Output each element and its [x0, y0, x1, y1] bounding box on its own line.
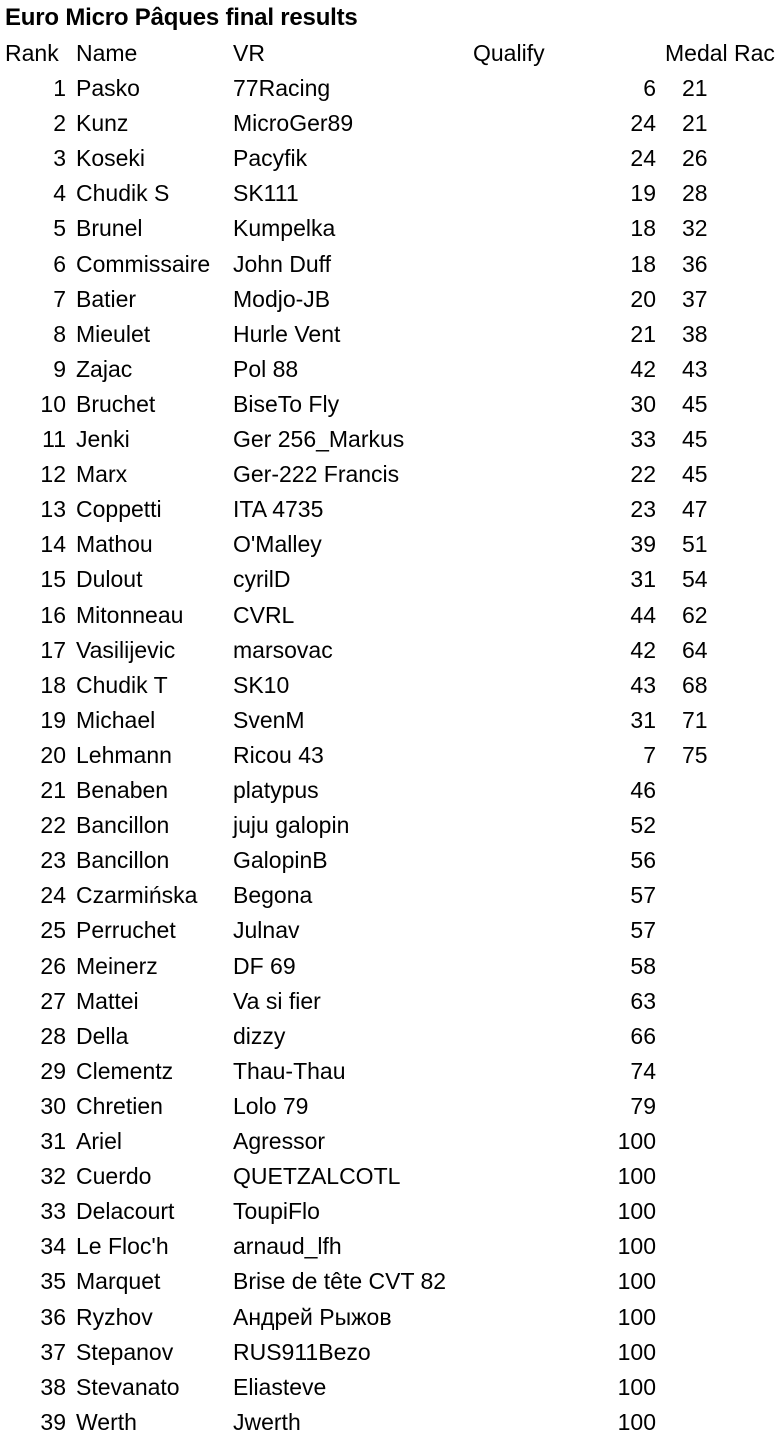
name-cell: Meinerz: [76, 952, 158, 979]
header-row: [0, 36, 780, 71]
table-row: [0, 1229, 780, 1264]
vr-cell: Eliasteve: [233, 1373, 327, 1400]
rank-cell: 31: [40, 1128, 66, 1154]
medal-cell: 51: [682, 531, 708, 558]
name-cell: Koseki: [76, 145, 146, 172]
qualify-cell: 18: [630, 250, 656, 277]
qualify-cell: 100: [617, 1163, 656, 1190]
name-cell: Vasilijevic: [76, 636, 176, 663]
medal-cell: 36: [682, 250, 708, 277]
rank-cell: 36: [40, 1303, 66, 1330]
rank-cell: 39: [40, 1408, 66, 1435]
rank-cell: 37: [40, 1338, 66, 1365]
medal-cell: 54: [682, 566, 708, 593]
qualify-cell: 23: [630, 496, 656, 523]
table-row: [0, 808, 780, 843]
rank-cell: 38: [40, 1373, 66, 1400]
qualify-cell: 100: [617, 1268, 656, 1295]
rank-cell: 3: [53, 145, 66, 172]
table-row: [0, 843, 780, 878]
table-row: [0, 211, 780, 246]
vr-cell: Pol 88: [233, 355, 299, 382]
vr-cell: BiseTo Fly: [233, 390, 340, 417]
qualify-cell: 20: [630, 285, 656, 312]
medal-cell: [682, 843, 742, 878]
name-cell: Della: [76, 1022, 129, 1049]
qualify-cell: 63: [630, 987, 656, 1014]
qualify-cell: 56: [630, 847, 656, 874]
vr-cell: dizzy: [233, 1022, 286, 1049]
name-cell: Zajac: [76, 355, 133, 382]
vr-cell: Julnav: [233, 917, 300, 944]
qualify-cell: 24: [630, 110, 656, 137]
rank-cell: 17: [40, 636, 66, 663]
qualify-cell: 31: [630, 706, 656, 733]
name-cell: Dulout: [76, 566, 143, 593]
table-row: [0, 106, 780, 141]
rank-cell: 8: [53, 320, 66, 347]
medal-cell: [682, 1335, 742, 1370]
vr-cell: Hurle Vent: [233, 320, 341, 347]
qualify-cell: 66: [630, 1022, 656, 1049]
medal-cell: 45: [682, 426, 708, 452]
rank-cell: 28: [40, 1022, 66, 1049]
vr-cell: RUS911Bezo: [233, 1338, 371, 1365]
medal-cell: [682, 1229, 742, 1264]
vr-cell: ToupiFlo: [233, 1198, 320, 1225]
medal-cell: 38: [682, 320, 708, 347]
table-row: [0, 317, 780, 352]
name-cell: Bruchet: [76, 390, 156, 417]
rank-cell: 32: [40, 1163, 66, 1190]
name-cell: Bancillon: [76, 847, 170, 874]
table-row: [0, 1300, 780, 1335]
vr-cell: Jwerth: [233, 1408, 301, 1435]
medal-cell: [682, 808, 742, 843]
qualify-cell: 44: [630, 601, 656, 628]
table-row: [0, 1194, 780, 1229]
qualify-cell: 22: [630, 461, 656, 488]
qualify-cell: 100: [617, 1408, 656, 1435]
medal-cell: 21: [682, 75, 708, 101]
table-row: [0, 141, 780, 176]
qualify-cell: 7: [643, 741, 656, 768]
vr-cell: arnaud_lfh: [233, 1233, 342, 1260]
rank-cell: 22: [40, 812, 66, 839]
name-cell: Michael: [76, 706, 156, 733]
medal-cell: [682, 878, 742, 913]
rank-cell: 6: [53, 250, 66, 277]
rank-cell: 9: [53, 355, 66, 382]
rank-cell: 30: [40, 1092, 66, 1119]
rank-cell: 15: [40, 566, 66, 593]
rank-cell: 14: [40, 531, 66, 558]
name-cell: Mitonneau: [76, 601, 184, 628]
qualify-cell: 42: [630, 355, 656, 382]
table-row: [0, 913, 780, 948]
table-row: [0, 1335, 780, 1370]
vr-cell: SK111: [233, 180, 299, 207]
qualify-cell: 30: [630, 390, 656, 417]
page-title: Euro Micro Pâques final results: [5, 4, 358, 31]
table-row: [0, 668, 780, 703]
vr-cell: CVRL: [233, 601, 295, 628]
vr-cell: Modjo-JB: [233, 285, 331, 312]
qualify-cell: 39: [630, 531, 656, 558]
table-row: [0, 1124, 780, 1159]
medal-cell: 37: [682, 285, 708, 312]
qualify-cell: 31: [630, 566, 656, 593]
table-row: [0, 282, 780, 317]
vr-cell: platypus: [233, 777, 319, 803]
table-row: [0, 562, 780, 597]
vr-cell: 77Racing: [233, 75, 331, 101]
name-cell: Werth: [76, 1408, 137, 1435]
medal-cell: [682, 1194, 742, 1229]
medal-cell: [682, 1089, 742, 1124]
name-cell: Batier: [76, 285, 137, 312]
vr-cell: QUETZALCOTL: [233, 1163, 401, 1190]
table-row: [0, 527, 780, 562]
rank-cell: 27: [40, 987, 66, 1014]
table-row: [0, 492, 780, 527]
name-cell: Mathou: [76, 531, 153, 558]
name-cell: Marx: [76, 461, 128, 488]
rank-cell: 13: [40, 496, 66, 523]
qualify-cell: 100: [617, 1373, 656, 1400]
name-cell: Cuerdo: [76, 1163, 152, 1190]
table-row: [0, 1089, 780, 1124]
medal-cell: [682, 1300, 742, 1335]
medal-cell: [682, 1054, 742, 1089]
qualify-cell: 18: [630, 215, 656, 242]
table-row: [0, 1370, 780, 1405]
medal-cell: [682, 1264, 742, 1299]
table-row: [0, 703, 780, 738]
vr-cell: Thau-Thau: [233, 1057, 346, 1084]
qualify-cell: 100: [617, 1303, 656, 1330]
table-row: [0, 598, 780, 633]
qualify-cell: 19: [630, 180, 656, 207]
qualify-cell: 43: [630, 671, 656, 698]
header-qualify: Qualify: [473, 40, 545, 66]
table-row: [0, 247, 780, 282]
name-cell: Benaben: [76, 777, 169, 803]
table-row: [0, 633, 780, 668]
rank-cell: 26: [40, 952, 66, 979]
vr-cell: juju galopin: [233, 812, 350, 839]
name-cell: Chudik T: [76, 671, 168, 698]
medal-cell: 32: [682, 215, 708, 242]
medal-cell: [682, 1159, 742, 1194]
name-cell: Delacourt: [76, 1198, 175, 1225]
qualify-cell: 21: [630, 320, 656, 347]
qualify-cell: 42: [630, 636, 656, 663]
name-cell: Bancillon: [76, 812, 170, 839]
rank-cell: 11: [42, 426, 66, 452]
name-cell: Lehmann: [76, 741, 172, 768]
medal-cell: [682, 1019, 742, 1054]
table-row: [0, 71, 780, 106]
table-row: [0, 878, 780, 913]
name-cell: Le Floc'h: [76, 1233, 169, 1260]
table-row: [0, 352, 780, 387]
medal-cell: 45: [682, 461, 708, 488]
rank-cell: 19: [40, 706, 66, 733]
medal-cell: 75: [682, 741, 708, 768]
name-cell: Marquet: [76, 1268, 161, 1295]
rank-cell: 1: [53, 75, 66, 101]
vr-cell: Agressor: [233, 1128, 326, 1154]
rank-cell: 2: [53, 110, 66, 137]
medal-cell: 71: [682, 706, 708, 733]
name-cell: Stevanato: [76, 1373, 180, 1400]
vr-cell: SK10: [233, 671, 290, 698]
vr-cell: GalopinB: [233, 847, 328, 874]
rank-cell: 35: [40, 1268, 66, 1295]
vr-cell: Андрей Рыжов: [233, 1303, 392, 1330]
rank-cell: 21: [40, 777, 66, 803]
qualify-cell: 74: [630, 1057, 656, 1084]
name-cell: Chudik S: [76, 180, 170, 207]
qualify-cell: 24: [630, 145, 656, 172]
rank-cell: 18: [40, 671, 66, 698]
header-name: Name: [76, 40, 138, 66]
medal-cell: 62: [682, 601, 708, 628]
vr-cell: Pacyfik: [233, 145, 308, 172]
qualify-cell: 33: [630, 426, 656, 452]
rank-cell: 4: [53, 180, 66, 207]
vr-cell: SvenM: [233, 706, 305, 733]
rank-cell: 33: [40, 1198, 66, 1225]
name-cell: Commissaire: [76, 250, 211, 277]
rank-cell: 12: [40, 461, 66, 488]
qualify-cell: 46: [630, 777, 656, 803]
vr-cell: Brise de tête CVT 82: [233, 1268, 447, 1295]
name-cell: Stepanov: [76, 1338, 174, 1365]
table-row: [0, 984, 780, 1019]
vr-cell: ITA 4735: [233, 496, 324, 523]
vr-cell: Begona: [233, 882, 313, 909]
name-cell: Ryzhov: [76, 1303, 153, 1330]
medal-cell: [682, 1405, 742, 1440]
rank-cell: 23: [40, 847, 66, 874]
medal-cell: [682, 913, 742, 948]
header-vr: VR: [233, 40, 265, 66]
name-cell: Perruchet: [76, 917, 176, 944]
qualify-cell: 100: [617, 1198, 656, 1225]
medal-cell: [682, 773, 742, 808]
medal-cell: [682, 1370, 742, 1405]
rank-cell: 25: [40, 917, 66, 944]
name-cell: Coppetti: [76, 496, 162, 523]
rank-cell: 7: [53, 285, 66, 312]
table-row: [0, 176, 780, 211]
qualify-cell: 100: [617, 1128, 656, 1154]
qualify-cell: 52: [630, 812, 656, 839]
qualify-cell: 58: [630, 952, 656, 979]
table-row: [0, 1264, 780, 1299]
name-cell: Kunz: [76, 110, 129, 137]
medal-cell: 47: [682, 496, 708, 523]
name-cell: Clementz: [76, 1057, 174, 1084]
vr-cell: DF 69: [233, 952, 296, 979]
rank-cell: 20: [40, 741, 66, 768]
table-row: [0, 773, 780, 808]
medal-cell: 28: [682, 180, 708, 207]
qualify-cell: 57: [630, 917, 656, 944]
name-cell: Pasko: [76, 75, 140, 101]
table-row: [0, 457, 780, 492]
name-cell: Jenki: [76, 426, 130, 452]
vr-cell: Va si fier: [233, 987, 321, 1014]
name-cell: Mattei: [76, 987, 139, 1014]
medal-cell: 68: [682, 671, 708, 698]
name-cell: Brunel: [76, 215, 143, 242]
table-row: [0, 387, 780, 422]
name-cell: Mieulet: [76, 320, 151, 347]
medal-cell: [682, 984, 742, 1019]
vr-cell: John Duff: [233, 250, 332, 277]
medal-cell: [682, 949, 742, 984]
qualify-cell: 79: [630, 1092, 656, 1119]
qualify-cell: 100: [617, 1338, 656, 1365]
qualify-cell: 6: [643, 75, 656, 101]
header-medal: Medal Rac: [665, 40, 775, 66]
vr-cell: Ricou 43: [233, 741, 324, 768]
name-cell: Ariel: [76, 1128, 123, 1154]
vr-cell: marsovac: [233, 636, 333, 663]
vr-cell: cyrilD: [233, 566, 291, 593]
table-row: [0, 949, 780, 984]
medal-cell: 64: [682, 636, 708, 663]
rank-cell: 34: [40, 1233, 66, 1260]
vr-cell: Kumpelka: [233, 215, 336, 242]
table-row: [0, 1019, 780, 1054]
medal-cell: 43: [682, 355, 708, 382]
rank-cell: 10: [40, 390, 66, 417]
medal-cell: 45: [682, 390, 708, 417]
name-cell: Chretien: [76, 1092, 163, 1119]
rank-cell: 29: [40, 1057, 66, 1084]
vr-cell: MicroGer89: [233, 110, 354, 137]
table-row: [0, 422, 780, 457]
qualify-cell: 100: [617, 1233, 656, 1260]
table-row: [0, 1159, 780, 1194]
vr-cell: Lolo 79: [233, 1092, 309, 1119]
rank-cell: 5: [53, 215, 66, 242]
header-rank: Rank: [5, 40, 59, 66]
vr-cell: Ger 256_Markus: [233, 426, 405, 452]
qualify-cell: 57: [630, 882, 656, 909]
table-row: [0, 1054, 780, 1089]
vr-cell: O'Malley: [233, 531, 322, 558]
name-cell: Czarmińska: [76, 882, 198, 909]
medal-cell: 26: [682, 145, 708, 172]
table-row: [0, 1405, 780, 1440]
rank-cell: 16: [40, 601, 66, 628]
vr-cell: Ger-222 Francis: [233, 461, 400, 488]
rank-cell: 24: [40, 882, 66, 909]
medal-cell: [682, 1124, 742, 1159]
medal-cell: 21: [682, 110, 708, 137]
table-row: [0, 738, 780, 773]
